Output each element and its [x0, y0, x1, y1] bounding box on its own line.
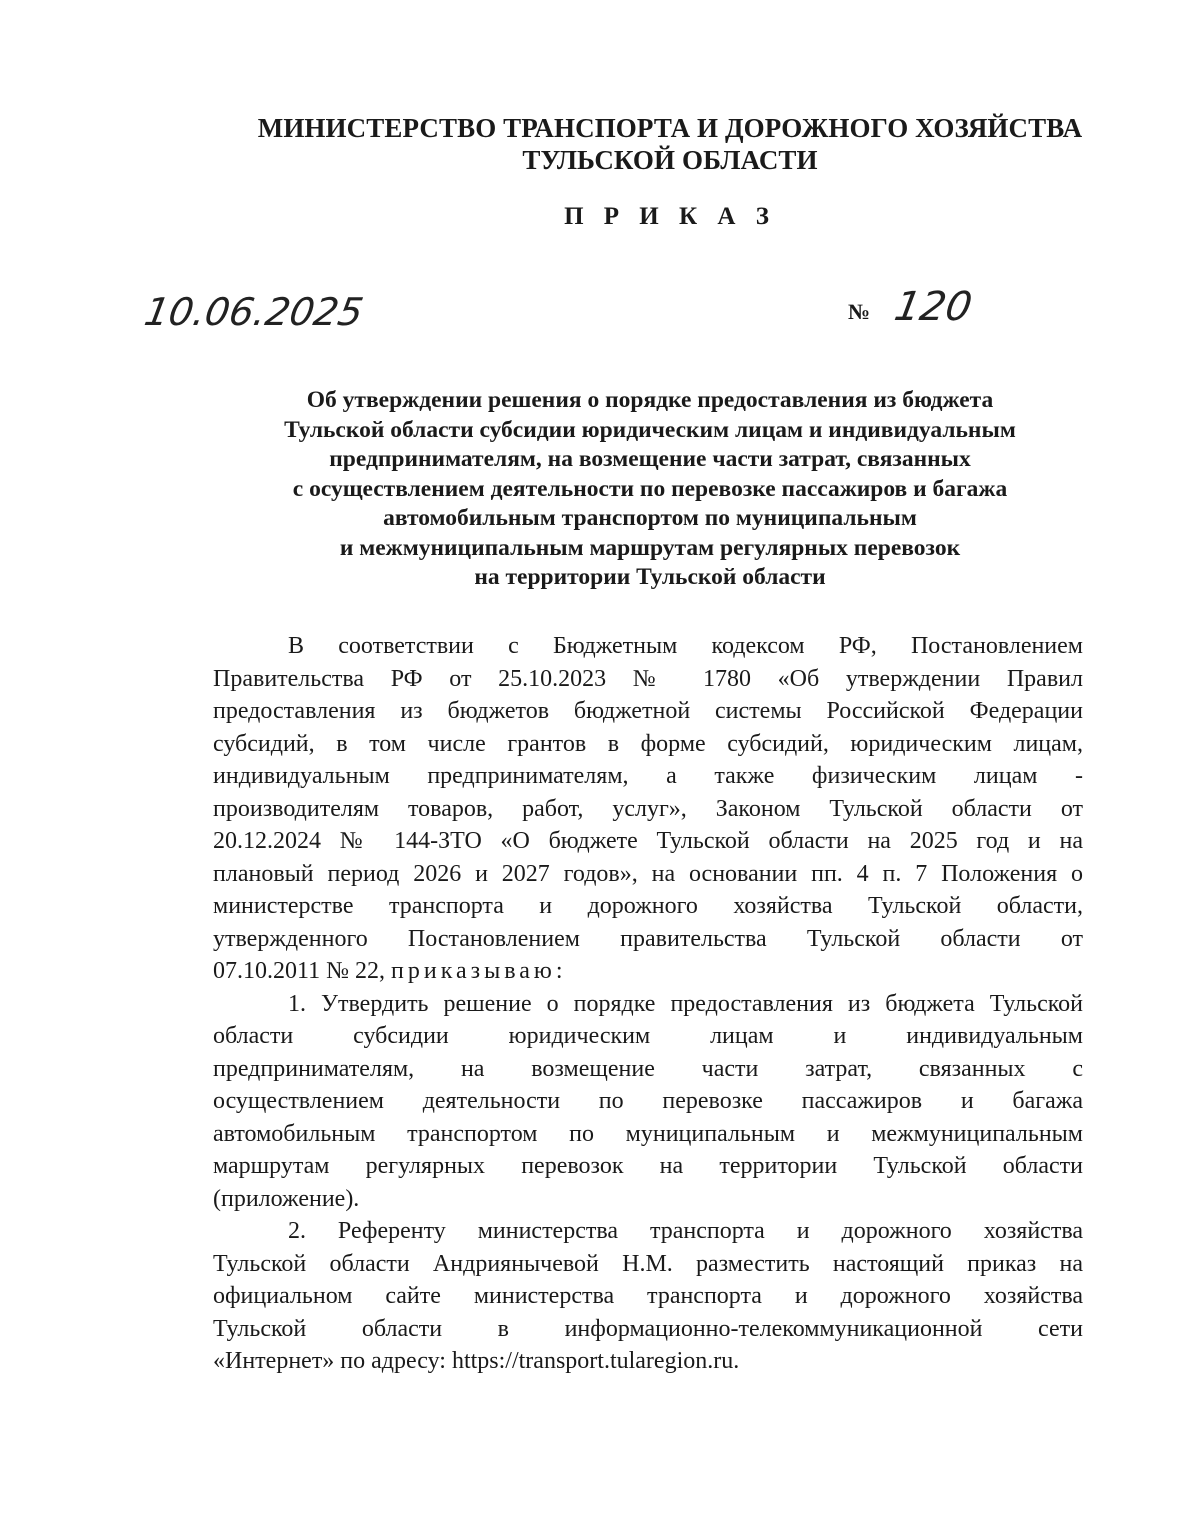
body-line: В соответствии с Бюджетным кодексом РФ, Постановлением	[288, 633, 1083, 659]
body-line: 20.12.2024 № 144-ЗТО «О бюджете Тульской области на 2025 год и на	[213, 828, 1083, 854]
subject-line: и межмуниципальным маршрутам регулярных перевозок	[339, 534, 961, 561]
body-line: области субсидии юридическим лицам и индивидуальным	[213, 1023, 1083, 1049]
subject-line: на территории Тульской области	[474, 564, 826, 590]
body-line: осуществлением деятельности по перевозке пассажиров и багажа	[213, 1088, 1083, 1114]
body-line: «Интернет» по адресу: https://transport.tularegion.ru.	[213, 1348, 740, 1374]
subject-line: с осуществлением деятельности по перевозке пассажиров и багажа	[292, 475, 1008, 502]
document-subject	[200, 386, 1100, 593]
ministry-line: МИНИСТЕРСТВО ТРАНСПОРТА И ДОРОЖНОГО ХОЗЯЙСТВА	[257, 113, 1083, 143]
body-line: утвержденного Постановлением правительства Тульской области от	[213, 925, 1083, 952]
body-line: министерстве транспорта и дорожного хозяйства Тульской области,	[213, 893, 1083, 919]
body-line: индивидуальным предпринимателям, а также физическим лицам -	[213, 763, 1083, 789]
body-line: предоставления из бюджетов бюджетной системы Российской Федерации	[213, 698, 1083, 724]
document-type: П Р И К А З	[564, 203, 776, 230]
item-1-paragraph	[213, 988, 1083, 1216]
body-line: (приложение).	[213, 1185, 360, 1212]
subject-line: Об утверждении решения о порядке предоставления из бюджета	[306, 387, 994, 413]
body-line: 2. Референту министерства транспорта и дорожного хозяйства	[288, 1218, 1083, 1244]
body-line: автомобильным транспортом по муниципальным и межмуниципальным	[213, 1120, 1083, 1147]
document-body	[213, 630, 1083, 1378]
body-line: Тульской области в информационно-телекоммуникационной сети	[213, 1315, 1083, 1342]
number-label: №	[848, 299, 871, 324]
ministry-line: ТУЛЬСКОЙ ОБЛАСТИ	[522, 145, 818, 175]
decree-word: приказываю:	[391, 958, 567, 984]
handwritten-date: 10.06.2025	[141, 290, 367, 334]
body-line: производителям товаров, работ, услуг», Законом Тульской области от	[213, 795, 1083, 822]
subject-line: Тульской области субсидии юридическим лицам и индивидуальным	[284, 416, 1016, 443]
item-2-paragraph	[213, 1215, 1083, 1378]
body-line: Правительства РФ от 25.10.2023 № 1780 «Об утверждении Правил	[213, 665, 1083, 692]
subject-line: предпринимателям, на возмещение части затрат, связанных	[329, 446, 971, 472]
body-line	[213, 955, 1083, 988]
body-line: Тульской области Андриянычевой Н.М. разместить настоящий приказ на	[213, 1250, 1083, 1277]
body-line: официальном сайте министерства транспорта и дорожного хозяйства	[213, 1283, 1083, 1309]
body-line: плановый период 2026 и 2027 годов», на основании пп. 4 п. 7 Положения о	[213, 860, 1083, 887]
subject-line: автомобильным транспортом по муниципальным	[383, 505, 917, 531]
body-line: предпринимателям, на возмещение части затрат, связанных с	[213, 1055, 1083, 1082]
preamble-paragraph	[213, 630, 1083, 988]
ministry-header	[160, 112, 1180, 176]
body-line: субсидий, в том числе грантов в форме субсидий, юридическим лицам,	[213, 730, 1083, 757]
handwritten-number: 120	[890, 284, 976, 330]
preamble-last-text: 07.10.2011 № 22,	[213, 958, 386, 984]
body-line: 1. Утвердить решение о порядке предоставления из бюджета Тульской	[288, 990, 1083, 1017]
body-line: маршрутам регулярных перевозок на территории Тульской области	[213, 1153, 1083, 1179]
